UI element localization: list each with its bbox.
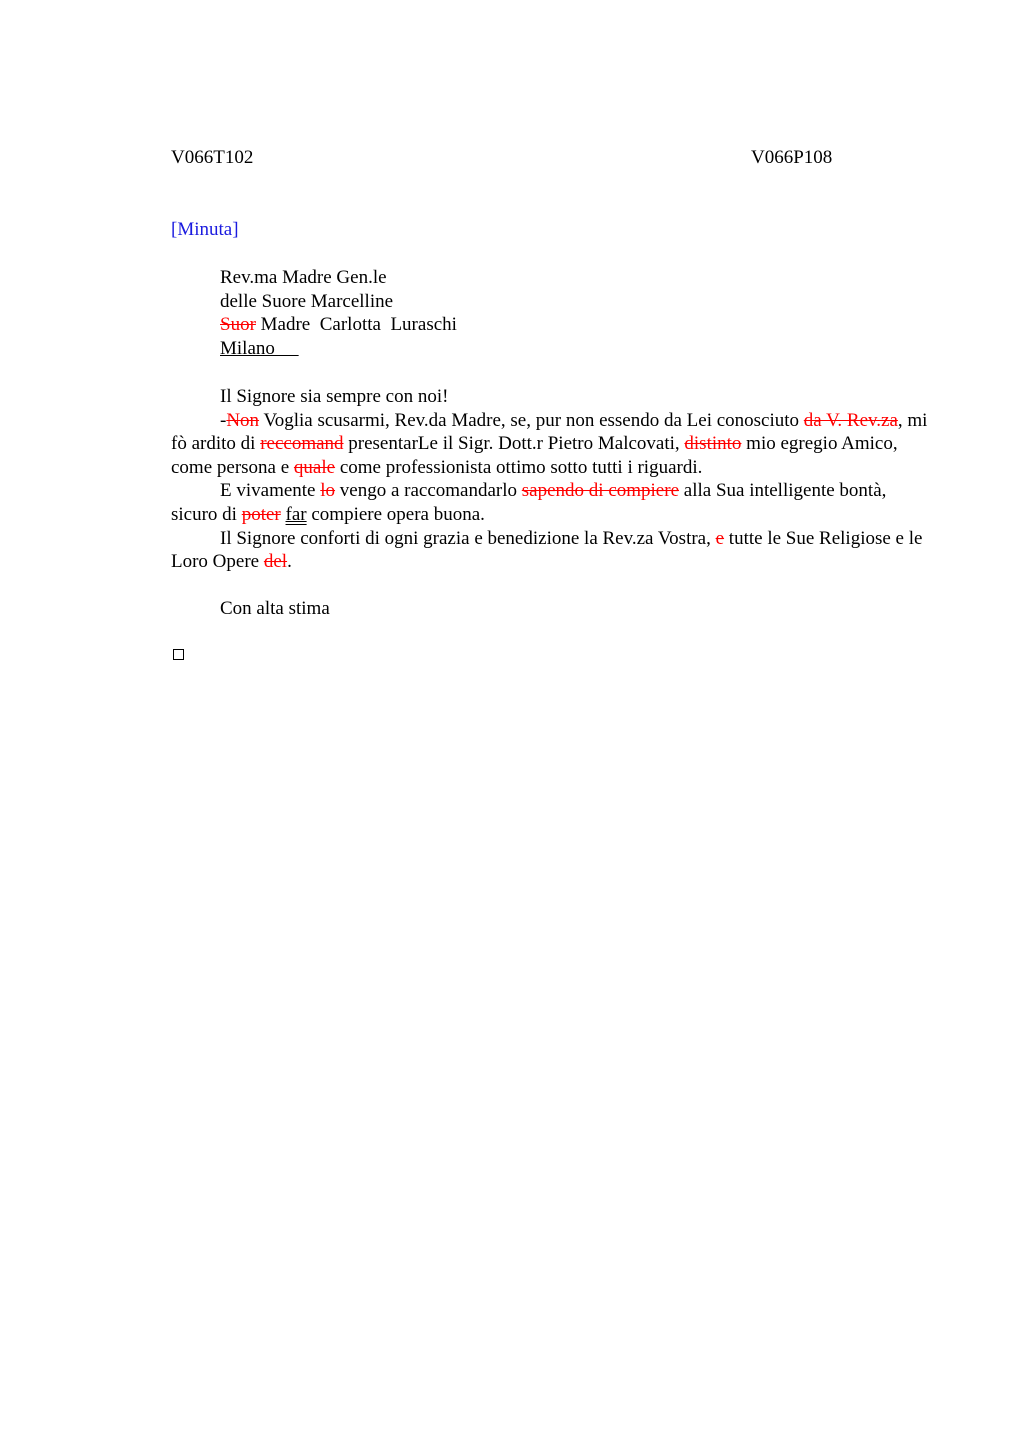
address-line-1: Rev.ma Madre Gen.le: [220, 267, 387, 288]
deleted-text: quale: [293, 456, 336, 478]
square-box-icon: [173, 649, 184, 660]
address-line-4: [220, 337, 457, 361]
text-run: compiere opera buona.: [306, 503, 485, 525]
text-run: .: [287, 551, 292, 573]
closing: Con alta stima: [220, 598, 330, 619]
deleted-text: da V. Rev.za: [803, 409, 898, 431]
deleted-text: e: [715, 527, 725, 549]
deleted-text: Suor: [220, 314, 256, 335]
deleted-text: lo: [320, 480, 336, 502]
address-line-3-text: Madre Carlotta Luraschi: [255, 314, 457, 335]
text-run: mio egregio Amico, come persona e: [171, 433, 898, 478]
text-run: come professionista ottimo sotto tutti i riguardi.: [335, 456, 703, 478]
address-line-2: delle Suore Marcelline: [220, 290, 394, 312]
salutation: Il Signore sia sempre con noi!: [220, 386, 449, 407]
deleted-text: poter: [241, 503, 281, 525]
document-code-left: V066T102: [171, 147, 254, 168]
text-run: alla Sua intelligente bontà, sicuro di: [171, 480, 887, 525]
deleted-text: distinto: [684, 433, 742, 455]
text-run: vengo a raccomandarlo: [335, 480, 522, 502]
paragraph-2: [171, 479, 931, 526]
address-city: Milano: [220, 337, 299, 359]
deleted-text: del: [263, 551, 288, 573]
text-run: tutte le Sue Religiose e le Loro Opere: [171, 527, 923, 573]
document-code-right: V066P108: [751, 147, 833, 168]
text-run: E vivamente: [220, 480, 321, 502]
text-run: -: [220, 409, 227, 431]
text-run: Il Signore conforti di ogni grazia e benedizione la Rev.za Vostra,: [220, 527, 716, 549]
double-underlined-text: far: [285, 503, 307, 525]
letter-body: [171, 385, 931, 574]
text-run: Voglia scusarmi, Rev.da Madre, se, pur non essendo da Lei conosciuto: [259, 409, 804, 431]
text-run: presentarLe il Sigr. Dott.r Pietro Malcovati,: [343, 433, 685, 455]
deleted-text: reccomand: [260, 433, 344, 455]
deleted-text: sapendo di compiere: [521, 480, 680, 502]
address-block: [220, 266, 457, 360]
minuta-label: [Minuta]: [171, 219, 239, 240]
paragraph-1: [171, 409, 931, 480]
deleted-text: Non: [226, 409, 260, 431]
address-line-3: [220, 313, 457, 337]
paragraph-3: [171, 527, 931, 574]
text-run: , mi fò ardito di: [171, 409, 928, 455]
